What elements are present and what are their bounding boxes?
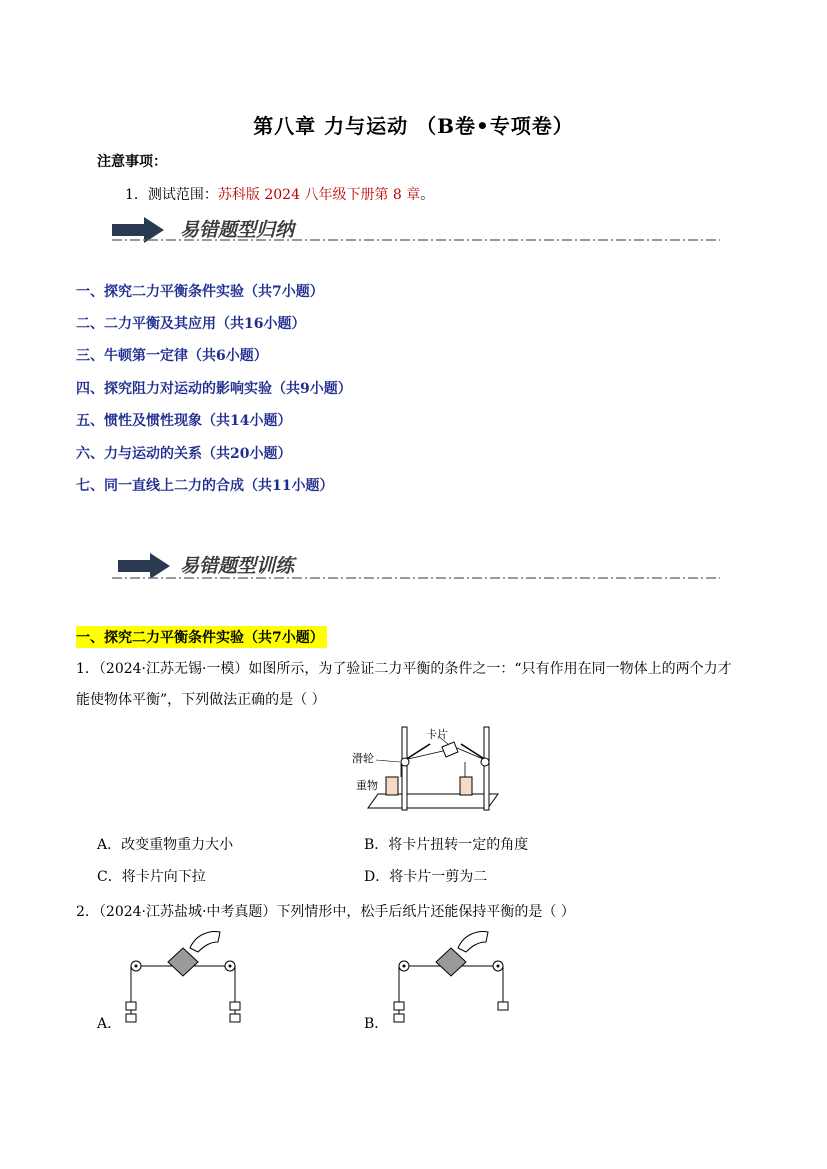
- q1-option-a[interactable]: A．改变重物重力大小: [97, 837, 234, 853]
- hand-icon: [458, 932, 488, 952]
- toc-item-7[interactable]: 七、同一直线上二力的合成（共11小题）: [76, 478, 334, 494]
- card-label: 卡片: [426, 729, 448, 741]
- arrow-icon: [112, 217, 164, 243]
- test-scope: [125, 184, 434, 204]
- q2-figure-a: [118, 924, 248, 1029]
- banner-training-text: 易错题型训练: [180, 555, 295, 577]
- banner-summary-text: 易错题型归纳: [180, 219, 295, 241]
- scope-suffix: 。: [420, 187, 435, 203]
- section-heading: 一、探究二力平衡条件实验（共7小题）: [76, 626, 327, 648]
- arrow-icon: [118, 553, 170, 579]
- toc-item-2[interactable]: 二、二力平衡及其应用（共16小题）: [76, 316, 306, 332]
- scope-highlight: 苏科版 2024 八年级下册第 8 章: [217, 187, 421, 203]
- page-title: 第八章 力与运动 （B卷•专项卷）: [253, 114, 574, 138]
- toc-item-6[interactable]: 六、力与运动的关系（共20小题）: [76, 446, 292, 462]
- banner-training: [112, 550, 720, 586]
- pulley-left: [401, 758, 409, 766]
- hand-icon: [190, 932, 220, 952]
- weight-right: [460, 777, 472, 795]
- pulley-right: [481, 758, 489, 766]
- q1-option-d[interactable]: D．将卡片一剪为二: [364, 869, 488, 885]
- toc-item-3[interactable]: 三、牛顿第一定律（共6小题）: [76, 348, 268, 364]
- toc-item-1[interactable]: 一、探究二力平衡条件实验（共7小题）: [76, 284, 324, 300]
- q2-option-a[interactable]: A．: [97, 1016, 122, 1032]
- pulley-label: 滑轮: [352, 753, 374, 765]
- q2-option-b[interactable]: B．: [364, 1016, 389, 1032]
- toc-item-4[interactable]: 四、探究阻力对运动的影响实验（共9小题）: [76, 381, 352, 397]
- question-2-line-1: 2．（2024·江苏盐城·中考真题）下列情形中，松手后纸片还能保持平衡的是（ ）: [76, 904, 575, 920]
- question-1-line-2: 能使物体平衡”，下列做法正确的是（ ）: [76, 692, 326, 708]
- card: [442, 742, 458, 757]
- weight-label: 重物: [356, 780, 378, 792]
- scope-prefix: 1．测试范围：: [125, 187, 218, 203]
- notes-heading: 注意事项：: [97, 154, 167, 170]
- q2-figure-b: [386, 924, 516, 1029]
- toc-item-5[interactable]: 五、惯性及惯性现象（共14小题）: [76, 413, 292, 429]
- question-1-line-1: 1．（2024·江苏无锡·一模）如图所示，为了验证二力平衡的条件之一：“只有作用在同一物体上的两个力才: [76, 661, 732, 677]
- q1-option-c[interactable]: C．将卡片向下拉: [97, 869, 206, 885]
- weight-left: [386, 777, 398, 795]
- q1-option-b[interactable]: B．将卡片扭转一定的角度: [364, 837, 529, 853]
- banner-summary: [112, 212, 720, 248]
- q1-apparatus-figure: [350, 722, 510, 817]
